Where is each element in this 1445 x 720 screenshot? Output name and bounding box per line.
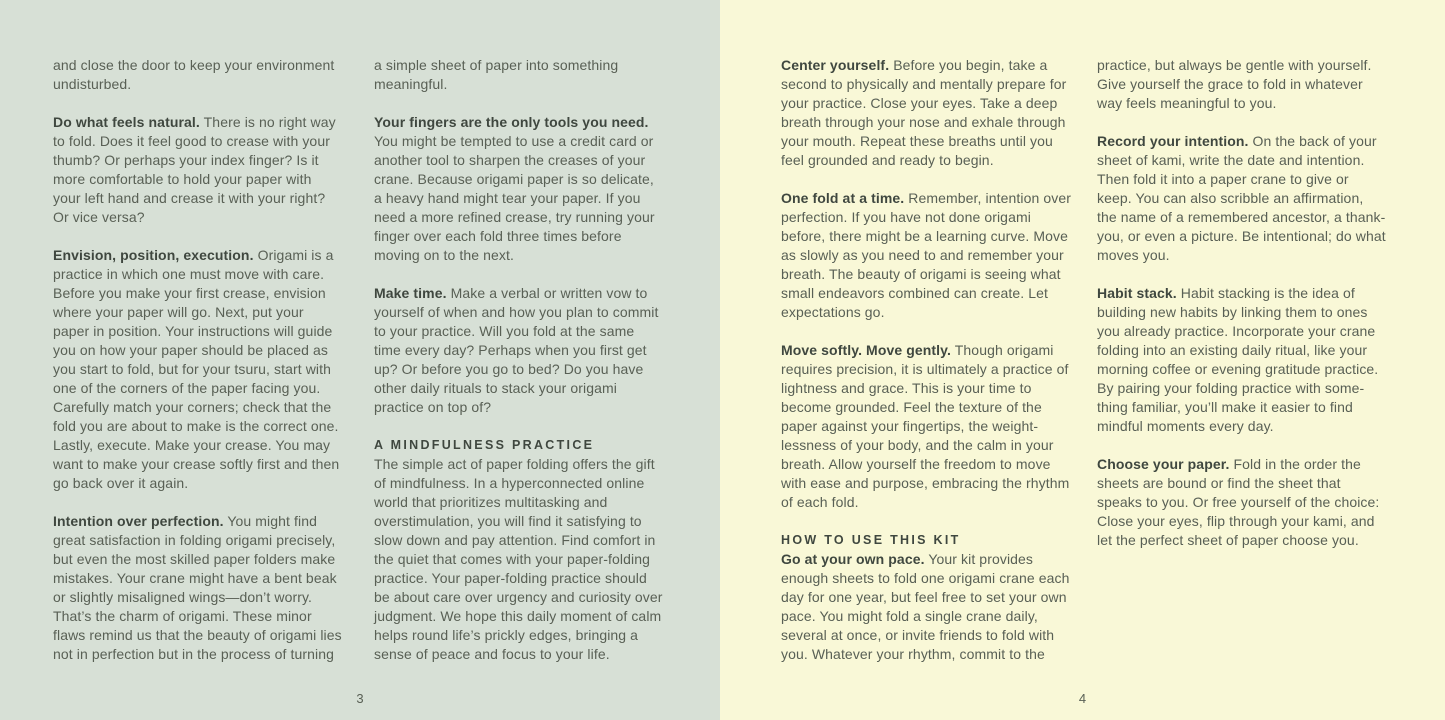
- paragraph-lead: Do what feels natural.: [53, 114, 200, 130]
- text-column: [1097, 56, 1387, 683]
- paragraph-text: and close the door to keep your environment undisturbed.: [53, 57, 335, 92]
- paragraph-text: practice, but always be gentle with yourself. Give yourself the grace to fold in whatever way feels meaningful to you.: [1097, 57, 1372, 111]
- paragraph-text: Origami is a practice in which one must move with care. Before you make your first crease, envision where your paper will go. Next, put your paper in position. Your instructions will guide you on how your paper should be placed as you start to fold, but for your tsuru, start with one of the corners of the paper facing you. Carefully match your corners; check that the fold you are about to make is the correct one. Lastly, execute. Make your crease. You may want to make your crease softly first and then go back over it again.: [53, 247, 340, 491]
- paragraph: [53, 512, 343, 664]
- paragraph-text: a simple sheet of paper into something meaningful.: [374, 57, 619, 92]
- page-4-columns: [781, 56, 1445, 683]
- paragraph-text: Make a verbal or written vow to yourself of when and how you plan to commit to your practice. Will you fold at the same time every day? Perhaps when you first get up? Or before you go to bed? Do you have other daily rituals to stack your origami practice on top of?: [374, 285, 659, 415]
- text-column: [374, 56, 664, 683]
- paragraph-lead: Record your intention.: [1097, 133, 1249, 149]
- paragraph-lead: Your fingers are the only tools you need.: [374, 114, 649, 130]
- paragraph: [374, 56, 664, 94]
- paragraph-text: There is no right way to fold. Does it feel good to crease with your thumb? Or perhaps your index finger? Is it more comfortable to hold your paper with your left hand and crease it with your right? Or vice versa?: [53, 114, 336, 225]
- paragraph: [53, 113, 343, 227]
- page-3: [0, 0, 720, 720]
- paragraph-lead: Intention over perfection.: [53, 513, 224, 529]
- paragraph: [781, 550, 1071, 664]
- paragraph-text: Before you begin, take a second to physically and mentally prepare for your practice. Close your eyes. Take a deep breath through your nose and exhale through your mouth. Repeat these breaths until you feel grounded and ready to begin.: [781, 57, 1067, 168]
- paragraph: [1097, 132, 1387, 265]
- paragraph-text: You might find great satisfaction in folding origami precisely, but even the most skilled paper folders make mistakes. Your crane might have a bent beak or slightly misaligned wings—don’t worry. That’s the charm of origami. These minor flaws remind us that the beauty of origami lies not in perfection but in the process of turning: [53, 513, 342, 662]
- paragraph-lead: Move softly. Move gently.: [781, 342, 952, 358]
- paragraph-lead: Go at your own pace.: [781, 551, 925, 567]
- paragraph: [781, 189, 1071, 322]
- paragraph: [781, 56, 1071, 170]
- paragraph: [374, 455, 664, 664]
- paragraph: [374, 113, 664, 265]
- paragraph: [781, 341, 1071, 512]
- paragraph-text: Habit stacking is the idea of building new habits by linking them to ones you already practice. Incorporate your crane folding into an existing daily ritual, like your morning coffee or evening gratitude practice. By pairing your folding practice with some-thing familiar, you’ll make it easier to find mindful moments every day.: [1097, 285, 1379, 434]
- paragraph-text: On the back of your sheet of kami, write the date and intention. Then fold it into a paper crane to give or keep. You can also scribble an affirmation, the name of a remembered ancestor, a thank-you, or even a picture. Be intentional; do what moves you.: [1097, 133, 1386, 263]
- paragraph-lead: Choose your paper.: [1097, 456, 1230, 472]
- paragraph: [53, 246, 343, 493]
- paragraph-text: The simple act of paper folding offers the gift of mindfulness. In a hyperconnected online world that prioritizes multitasking and overstimulation, you will find it satisfying to slow down and pay attention. Find comfort in the quiet that comes with your paper-folding practice. Your paper-folding practice should be about care over urgency and curiosity over judgment. We hope this daily moment of calm helps round life’s prickly edges, bringing a sense of peace and focus to your life.: [374, 456, 663, 662]
- page-number: 3: [356, 691, 364, 706]
- paragraph: [374, 284, 664, 417]
- section-heading: A MINDFULNESS PRACTICE: [374, 438, 595, 452]
- paragraph: [1097, 56, 1387, 113]
- paragraph: [1097, 284, 1387, 436]
- page-number: 4: [1078, 691, 1087, 706]
- paragraph-text: Fold in the order the sheets are bound or find the sheet that speaks to you. Or free yourself of the choice: Close your eyes, flip through your kami, and let the perfect sheet of paper choose you.: [1097, 456, 1380, 548]
- paragraph: [1097, 455, 1387, 550]
- paragraph: [53, 56, 343, 94]
- paragraph-lead: Make time.: [374, 285, 447, 301]
- text-column: [781, 56, 1071, 683]
- text-column: [53, 56, 343, 683]
- paragraph-text: Remember, intention over perfection. If you have not done origami before, there might be a learning curve. Move as slowly as you need to and remember your breath. The beauty of origami is seeing what small endeavors combined can create. Let expectations go.: [781, 190, 1071, 320]
- paragraph-text: Though origami requires precision, it is ultimately a practice of lightness and grace. This is your time to become grounded. Feel the texture of the paper against your fingertips, the weight-lessness of your body, and the calm in your breath. Allow yourself the freedom to move with ease and purpose, embracing the rhythm of each fold.: [781, 342, 1070, 510]
- page-4: [720, 0, 1445, 720]
- paragraph-lead: Envision, position, execution.: [53, 247, 254, 263]
- paragraph-lead: One fold at a time.: [781, 190, 905, 206]
- paragraph-text: You might be tempted to use a credit card or another tool to sharpen the creases of your crane. Because origami paper is so delicate, a heavy hand might tear your paper. If you need a more refined crease, try running your finger over each fold three times before moving on to the next.: [374, 133, 655, 263]
- paragraph-text: Your kit provides enough sheets to fold one origami crane each day for one year, but feel free to set your own pace. You might fold a single crane daily, several at once, or invite friends to fold with you. Whatever your rhythm, commit to the: [781, 551, 1070, 662]
- page-3-columns: [53, 56, 720, 683]
- paragraph-lead: Center yourself.: [781, 57, 890, 73]
- section-heading: HOW TO USE THIS KIT: [781, 533, 961, 547]
- paragraph-lead: Habit stack.: [1097, 285, 1177, 301]
